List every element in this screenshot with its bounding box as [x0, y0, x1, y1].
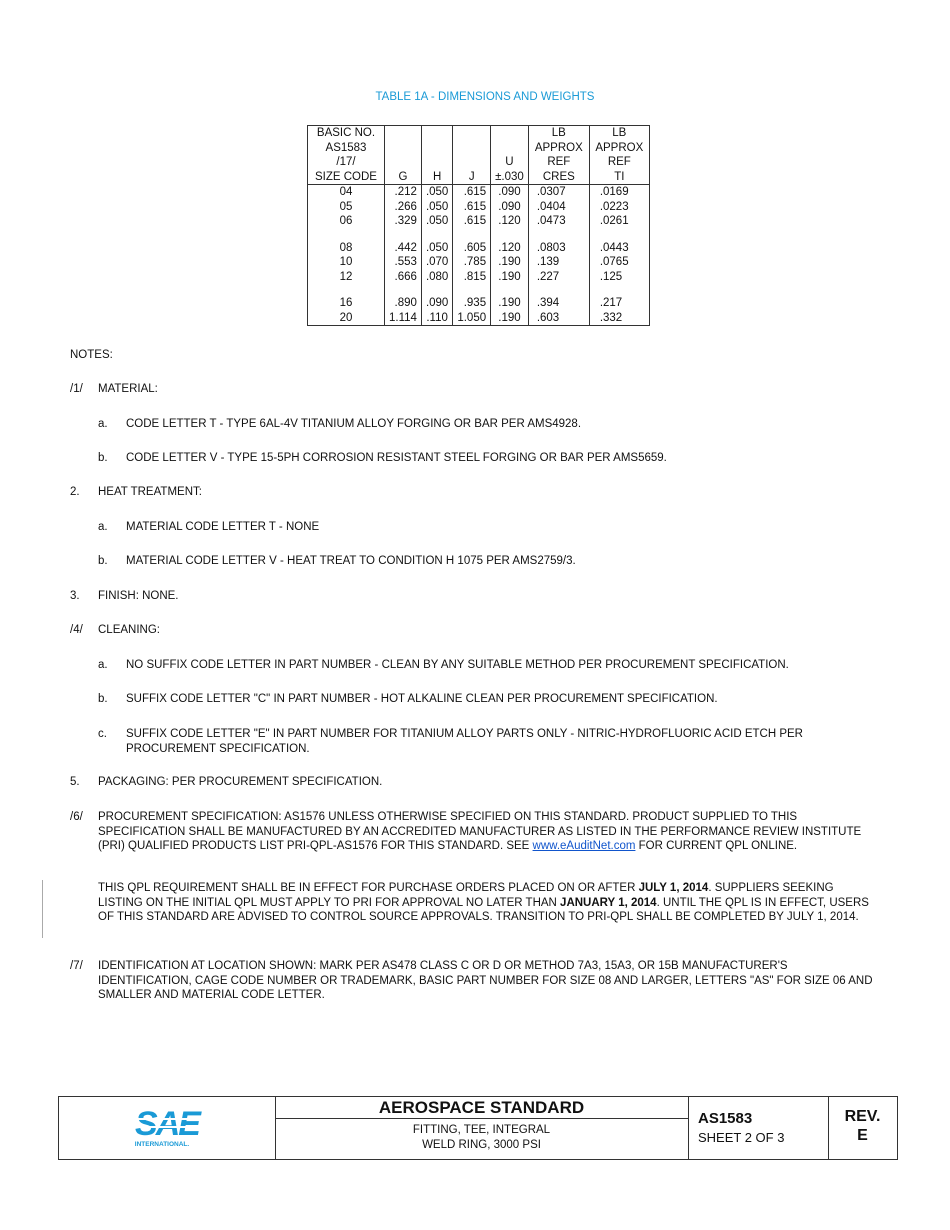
table-cell: 10 [308, 255, 385, 270]
note-number: 3. [70, 590, 80, 602]
table-cell: .0473 [528, 214, 589, 229]
table-cell: .615 [453, 185, 491, 200]
title-block [58, 1096, 898, 1160]
table-spacer-cell [453, 229, 491, 241]
table-cell: .190 [491, 255, 529, 270]
table-cell: .0261 [589, 214, 649, 229]
table-cell: .080 [421, 270, 452, 285]
table-cell: .125 [589, 270, 649, 285]
note-number: /7/ [70, 960, 83, 972]
table-cell: 04 [308, 185, 385, 200]
table-cell: .120 [491, 214, 529, 229]
table-cell: .785 [453, 255, 491, 270]
table-cell: .217 [589, 296, 649, 311]
document-number-cell [688, 1097, 829, 1159]
subnote-text: SUFFIX CODE LETTER "C" IN PART NUMBER - HOT ALKALINE CLEAN PER PROCUREMENT SPECIFICATION. [126, 693, 718, 705]
note-text: THIS QPL REQUIREMENT SHALL BE IN EFFECT FOR PURCHASE ORDERS PLACED ON OR AFTER JULY 1, 2014. SUPPLIERS SEEKING LISTING ON THE INITIAL QPL MUST APPLY TO PRI FOR APPROVAL NO LATER THAN JANUARY 1, 2014. UNTIL THE QPL IS IN EFFECT, USERS OF THIS STANDARD ARE ADVISED TO CONTROL SOURCE APPROVALS. TRANSITION TO PRI-QPL SHALL BE COMPLETED BY JULY 1, 2014. [98, 882, 869, 923]
header-size-code: BASIC NO. AS1583 /17/ SIZE CODE [308, 126, 385, 185]
subnote-letter: b. [98, 693, 108, 705]
subnote-letter: c. [98, 728, 107, 740]
dimensions-table [307, 125, 650, 326]
table-cell: .666 [385, 270, 422, 285]
table-cell: .935 [453, 296, 491, 311]
table-spacer-cell [528, 284, 589, 296]
revision-change-bar [42, 880, 43, 938]
table-cell: .212 [385, 185, 422, 200]
title-cell [275, 1097, 689, 1159]
table-cell: 12 [308, 270, 385, 285]
note-number: /1/ [70, 383, 83, 395]
note-number: 5. [70, 776, 80, 788]
table-cell: .050 [421, 200, 452, 215]
table-cell: .050 [421, 214, 452, 229]
table-cell: .329 [385, 214, 422, 229]
table-cell: 1.050 [453, 311, 491, 326]
table-cell: .190 [491, 311, 529, 326]
table-cell: .110 [421, 311, 452, 326]
note-text: CLEANING: [98, 624, 160, 636]
subnote-letter: a. [98, 659, 108, 671]
sae-logo [59, 1097, 275, 1159]
table-cell: .605 [453, 241, 491, 256]
note-text: PACKAGING: PER PROCUREMENT SPECIFICATION. [98, 776, 383, 788]
sheet-number: SHEET 2 OF 3 [698, 1130, 785, 1145]
table-cell: .227 [528, 270, 589, 285]
table-cell: 05 [308, 200, 385, 215]
table-cell: 06 [308, 214, 385, 229]
table-cell: .120 [491, 241, 529, 256]
table-cell: .050 [421, 241, 452, 256]
table-cell: .615 [453, 200, 491, 215]
subnote-text: SUFFIX CODE LETTER "E" IN PART NUMBER FOR TITANIUM ALLOY PARTS ONLY - NITRIC-HYDROFLUORIC ACID ETCH PER PROCUREMENT SPECIFICATION. [126, 728, 803, 755]
table-caption: TABLE 1A - DIMENSIONS AND WEIGHTS [375, 91, 595, 103]
sae-logo-subtext: INTERNATIONAL. [134, 1141, 190, 1148]
subnote-text: CODE LETTER V - TYPE 15-5PH CORROSION RESISTANT STEEL FORGING OR BAR PER AMS5659. [126, 452, 667, 464]
sae-logo-text: SAE [135, 1105, 199, 1143]
note-number: /6/ [70, 811, 83, 823]
table-cell: .603 [528, 311, 589, 326]
note-text: MATERIAL: [98, 383, 158, 395]
subnote-letter: a. [98, 521, 108, 533]
note-text: FINISH: NONE. [98, 590, 179, 602]
table-cell: .890 [385, 296, 422, 311]
table-cell: .442 [385, 241, 422, 256]
subnote-text: CODE LETTER T - TYPE 6AL-4V TITANIUM ALLOY FORGING OR BAR PER AMS4928. [126, 418, 582, 430]
table-cell: .553 [385, 255, 422, 270]
table-spacer-cell [491, 284, 529, 296]
table-row [308, 296, 650, 311]
table-cell: .0443 [589, 241, 649, 256]
sae-logo-cell [59, 1097, 276, 1159]
table-cell: .090 [491, 200, 529, 215]
document-number: AS1583 [698, 1110, 753, 1127]
table-spacer-cell [308, 229, 385, 241]
header-j: J [453, 126, 491, 185]
note-number: /4/ [70, 624, 83, 636]
table-cell: .190 [491, 296, 529, 311]
table-cell: .0223 [589, 200, 649, 215]
note-text: IDENTIFICATION AT LOCATION SHOWN: MARK PER AS478 CLASS C OR D OR METHOD 7A3, 15A3, OR 15B MANUFACTURER'S IDENTIFICATION, CAGE CODE NUMBER OR TRADEMARK, BASIC PART NUMBER FOR SIZE 08 AND LARGER, LETTERS "AS" FOR SIZE 06 AND SMALLER AND MATERIAL CODE LETTER. [98, 960, 873, 1001]
standard-type: AEROSPACE STANDARD [275, 1097, 688, 1119]
header-g: G [385, 126, 422, 185]
revision-cell [828, 1097, 897, 1159]
table-cell: 20 [308, 311, 385, 326]
subnote-text: NO SUFFIX CODE LETTER IN PART NUMBER - CLEAN BY ANY SUITABLE METHOD PER PROCUREMENT SPECIFICATION. [126, 659, 789, 671]
table-spacer-cell [589, 229, 649, 241]
table-cell: .0404 [528, 200, 589, 215]
subnote-letter: b. [98, 555, 108, 567]
table-cell: .0169 [589, 185, 649, 200]
table-spacer-cell [491, 229, 529, 241]
table-cell: .615 [453, 214, 491, 229]
table-spacer-cell [421, 229, 452, 241]
subnote-letter: b. [98, 452, 108, 464]
table-row [308, 200, 650, 215]
table-cell: .090 [491, 185, 529, 200]
table-spacer-cell [528, 229, 589, 241]
table-spacer-cell [453, 284, 491, 296]
header-cres-weight: LB APPROX REF CRES [528, 126, 589, 185]
table-cell: .139 [528, 255, 589, 270]
subnote-text: MATERIAL CODE LETTER T - NONE [126, 521, 320, 533]
header-h: H [421, 126, 452, 185]
table-row [308, 214, 650, 229]
table-spacer-cell [421, 284, 452, 296]
table-cell: 1.114 [385, 311, 422, 326]
table-cell: 08 [308, 241, 385, 256]
table-spacer-row [308, 229, 650, 241]
revision-value: E [857, 1127, 868, 1144]
table-row [308, 241, 650, 256]
table-cell: .332 [589, 311, 649, 326]
table-cell: .0307 [528, 185, 589, 200]
table-cell: .050 [421, 185, 452, 200]
subnote-letter: a. [98, 418, 108, 430]
table-cell: .190 [491, 270, 529, 285]
header-ti-weight: LB APPROX REF TI [589, 126, 649, 185]
part-description [275, 1123, 688, 1153]
subnote-text: MATERIAL CODE LETTER V - HEAT TREAT TO CONDITION H 1075 PER AMS2759/3. [126, 555, 576, 567]
table-spacer-cell [385, 229, 422, 241]
table-spacer-row [308, 284, 650, 296]
table-row [308, 311, 650, 326]
table-row [308, 270, 650, 285]
header-u: U ±.030 [491, 126, 529, 185]
table-spacer-cell [589, 284, 649, 296]
revision-label: REV. [844, 1108, 881, 1125]
table-cell: 16 [308, 296, 385, 311]
table-cell: .266 [385, 200, 422, 215]
table-spacer-cell [308, 284, 385, 296]
table-spacer-cell [385, 284, 422, 296]
table-cell: .815 [453, 270, 491, 285]
eauditnet-link[interactable]: www.eAuditNet.com [532, 840, 636, 852]
table-row [308, 185, 650, 200]
notes-title: NOTES: [70, 349, 113, 361]
table-cell: .394 [528, 296, 589, 311]
description-line-2: WELD RING, 3000 PSI [422, 1139, 541, 1151]
note-text: HEAT TREATMENT: [98, 486, 202, 498]
table-cell: .090 [421, 296, 452, 311]
table-row [308, 255, 650, 270]
description-line-1: FITTING, TEE, INTEGRAL [412, 1124, 551, 1136]
table-header-row [308, 126, 650, 185]
table-cell: .0803 [528, 241, 589, 256]
table-cell: .0765 [589, 255, 649, 270]
note-number: 2. [70, 486, 80, 498]
table-body [308, 185, 650, 326]
note-text: PROCUREMENT SPECIFICATION: AS1576 UNLESS OTHERWISE SPECIFIED ON THIS STANDARD. PRODUCT SUPPLIED TO THIS SPECIFICATION SHALL BE MANUFACTURED BY AN ACCREDITED MANUFACTURER AS LISTED IN THE PERFORMANCE REVIEW INSTITUTE (PRI) QUALIFIED PRODUCTS LIST PRI-QPL-AS1576 FOR THIS STANDARD. SEE www.eAuditNet.com FOR CURRENT QPL ONLINE. [98, 811, 862, 852]
table-cell: .070 [421, 255, 452, 270]
